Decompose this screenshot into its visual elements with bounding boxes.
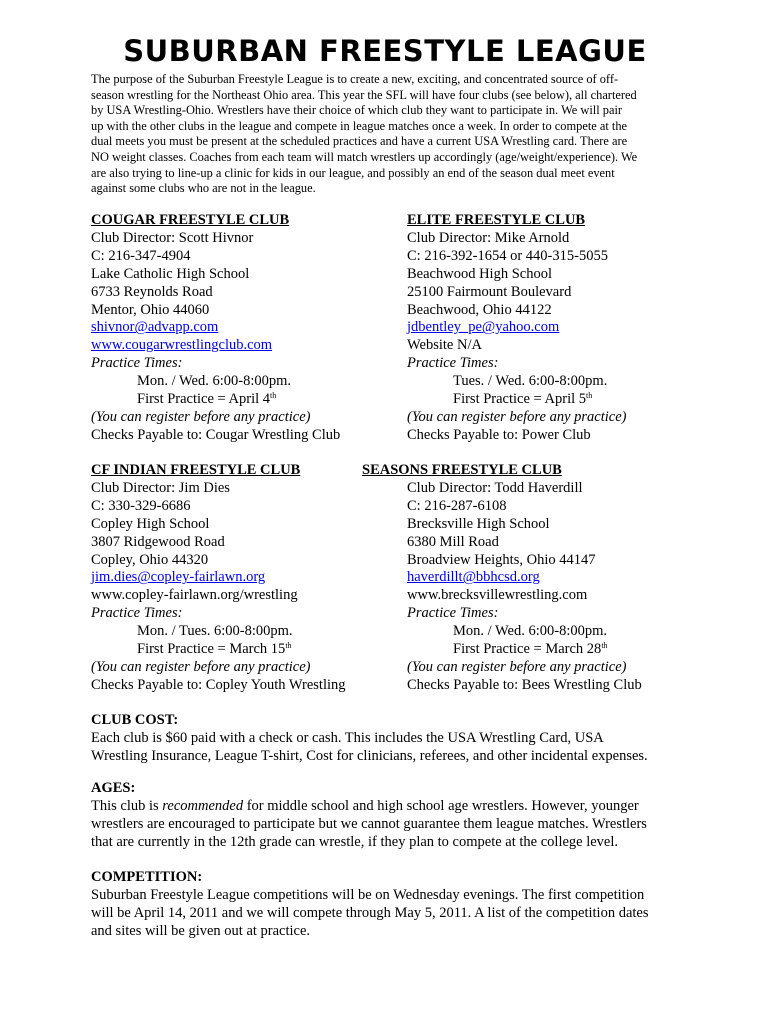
- club-name: CF INDIAN FREESTYLE CLUB: [91, 462, 301, 478]
- club-email-link[interactable]: jdbentley_pe@yahoo.com: [407, 319, 560, 336]
- club-city: Broadview Heights, Ohio 44147: [407, 551, 596, 568]
- club-email-link[interactable]: jim.dies@copley-fairlawn.org: [91, 569, 266, 586]
- club-street: 25100 Fairmount Boulevard: [407, 283, 572, 300]
- section-line: Suburban Freestyle League competitions will be on Wednesday evenings. The first competition: [91, 886, 645, 903]
- club-seasons: [407, 480, 642, 695]
- ordinal-suffix: th: [270, 391, 277, 401]
- club-director: Club Director: Jim Dies: [91, 479, 230, 496]
- club-school: Beachwood High School: [407, 265, 552, 282]
- club-city: Beachwood, Ohio 44122: [407, 301, 552, 318]
- club-cf-indian: [91, 462, 346, 695]
- register-note: (You can register before any practice): [91, 658, 311, 675]
- ages-text-emphasis: recommended: [162, 797, 244, 814]
- club-website: www.copley-fairlawn.org/wrestling: [91, 587, 298, 604]
- club-school: Brecksville High School: [407, 515, 550, 532]
- practice-label: Practice Times:: [407, 605, 499, 622]
- checks-payable: Checks Payable to: Cougar Wrestling Club: [91, 426, 341, 443]
- club-director: Club Director: Mike Arnold: [407, 229, 570, 246]
- intro-line: dual meets you must be present at the scheduled practices and have a current USA Wrestling card. There are: [91, 134, 628, 149]
- intro-line: The purpose of the Suburban Freestyle League is to create a new, exciting, and concentrated source of off-: [91, 72, 619, 86]
- club-street: 6733 Reynolds Road: [91, 283, 213, 300]
- section-line: that are currently in the 12th grade can wrestle, if they plan to compete at the college level.: [91, 833, 619, 850]
- club-name: COUGAR FREESTYLE CLUB: [91, 212, 290, 228]
- practice-label: Practice Times:: [91, 355, 183, 372]
- practice-label: Practice Times:: [91, 605, 183, 622]
- intro-line: up with the other clubs in the league and compete in league matches once a week. In order to compete at the: [91, 118, 628, 133]
- club-phone: C: 330-329-6686: [91, 497, 191, 514]
- intro-line: NO weight classes. Coaches from each team will match wrestlers up accordingly (age/weight/experience). We: [91, 149, 638, 164]
- first-practice: [407, 391, 626, 409]
- first-practice: [407, 641, 642, 659]
- section-heading: COMPETITION:: [91, 869, 203, 885]
- ages-text-pre: This club is: [91, 797, 163, 814]
- club-website-link[interactable]: www.cougarwrestlingclub.com: [91, 337, 273, 354]
- section-competition: [91, 869, 691, 941]
- intro-line: season wrestling for the Northeast Ohio area. This year the SFL will have four clubs (see below), all chartered: [91, 87, 637, 102]
- section-heading: AGES:: [91, 780, 136, 796]
- intro-line: by USA Wrestling-Ohio. Wrestlers have their choice of which club they want to participate in. We will pair: [91, 103, 623, 118]
- club-seasons-heading: [362, 462, 562, 480]
- section-heading: CLUB COST:: [91, 712, 179, 728]
- ordinal-suffix: th: [601, 641, 608, 651]
- section-line: [91, 798, 691, 816]
- section-line: will be April 14, 2011 and we will compete through May 5, 2011. A list of the competition dates: [91, 904, 649, 921]
- club-city: Copley, Ohio 44320: [91, 551, 209, 568]
- club-cougar: [91, 212, 340, 445]
- section-ages: [91, 780, 691, 852]
- first-practice-text: First Practice = March 28: [453, 641, 602, 658]
- ordinal-suffix: th: [586, 391, 593, 401]
- club-phone: C: 216-392-1654 or 440-315-5055: [407, 247, 608, 264]
- club-phone: C: 216-287-6108: [407, 497, 507, 514]
- club-school: Lake Catholic High School: [91, 265, 250, 282]
- intro-line: are also trying to line-up a clinic for kids in our league, and possibly an end of the season dual meet event: [91, 165, 615, 180]
- practice-days: Mon. / Wed. 6:00-8:00pm.: [137, 373, 292, 390]
- club-email-link[interactable]: haverdillt@bbhcsd.org: [407, 569, 540, 586]
- club-name: SEASONS FREESTYLE CLUB: [362, 462, 562, 478]
- practice-days: Tues. / Wed. 6:00-8:00pm.: [453, 373, 608, 390]
- club-email-link[interactable]: shivnor@advapp.com: [91, 319, 219, 336]
- checks-payable: Checks Payable to: Power Club: [407, 426, 591, 443]
- first-practice-text: First Practice = April 4: [137, 391, 271, 408]
- club-elite: [407, 212, 626, 445]
- practice-days: Mon. / Tues. 6:00-8:00pm.: [137, 623, 293, 640]
- club-director: Club Director: Todd Haverdill: [407, 479, 583, 496]
- register-note: (You can register before any practice): [91, 408, 311, 425]
- club-website: www.brecksvillewrestling.com: [407, 587, 588, 604]
- first-practice: [91, 641, 346, 659]
- register-note: (You can register before any practice): [407, 408, 627, 425]
- intro-line: against some clubs who are not in the league.: [91, 181, 316, 196]
- practice-label: Practice Times:: [407, 355, 499, 372]
- intro-paragraph: [91, 72, 691, 197]
- checks-payable: Checks Payable to: Copley Youth Wrestling: [91, 676, 346, 693]
- checks-payable: Checks Payable to: Bees Wrestling Club: [407, 676, 642, 693]
- section-line: Each club is $60 paid with a check or cash. This includes the USA Wrestling Card, USA: [91, 729, 604, 746]
- club-school: Copley High School: [91, 515, 210, 532]
- club-city: Mentor, Ohio 44060: [91, 301, 210, 318]
- ordinal-suffix: th: [285, 641, 292, 651]
- first-practice-text: First Practice = April 5: [453, 391, 587, 408]
- club-name: ELITE FREESTYLE CLUB: [407, 212, 586, 228]
- section-line: Wrestling Insurance, League T-shirt, Cost for clinicians, referees, and other incidental expenses.: [91, 747, 648, 764]
- club-street: 3807 Ridgewood Road: [91, 533, 225, 550]
- register-note: (You can register before any practice): [407, 658, 627, 675]
- page-title: SUBURBAN FREESTYLE LEAGUE: [123, 34, 647, 68]
- first-practice-text: First Practice = March 15: [137, 641, 286, 658]
- club-website: Website N/A: [407, 337, 482, 354]
- practice-days: Mon. / Wed. 6:00-8:00pm.: [453, 623, 608, 640]
- club-street: 6380 Mill Road: [407, 533, 499, 550]
- section-club-cost: [91, 712, 691, 766]
- ages-text-post: for middle school and high school age wrestlers. However, younger: [243, 797, 639, 814]
- first-practice: [91, 391, 340, 409]
- club-director: Club Director: Scott Hivnor: [91, 229, 254, 246]
- club-phone: C: 216-347-4904: [91, 247, 191, 264]
- section-line: wrestlers are encouraged to participate but we cannot guarantee them league matches. Wrestlers: [91, 815, 647, 832]
- section-line: and sites will be given out at practice.: [91, 922, 311, 939]
